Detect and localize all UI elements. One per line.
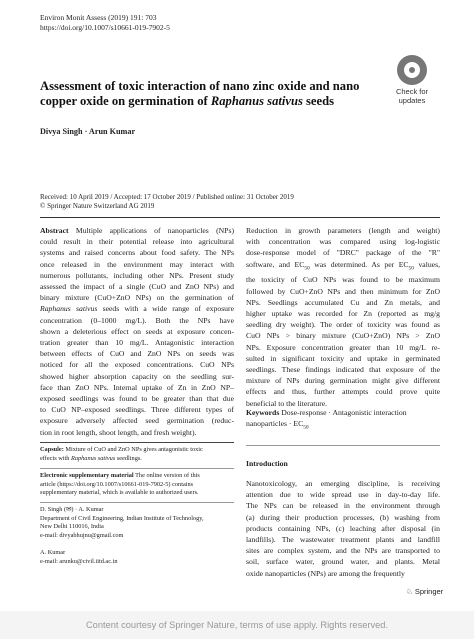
abstract-line: mixture of NPs during germination might give different: [246, 376, 440, 386]
abstract-line: showed higher absorption capacity on the seedling sur-: [40, 371, 234, 381]
affiliation-author2: A. Kumar: [40, 549, 66, 557]
article-dates: [40, 193, 294, 211]
springer-logo: [406, 587, 443, 596]
intro-line: products containing NPs, (c) leaching after disposal (in: [246, 523, 440, 533]
esm-text: The online version of this: [133, 472, 200, 479]
esm-text-3: supplementary material, which is available to authorized users.: [40, 489, 199, 497]
abstract-line: between effects of CuO and ZnO NPs on seeds was: [40, 349, 234, 359]
abstract-line: noticed for all the exposed concentrations. CuO NPs: [40, 360, 234, 370]
capsule-text: Mixture of CuO and ZnO NPs gives antagonistic toxic: [63, 446, 203, 453]
abstract-line: systems and raised concerns about food safety. The NPs: [40, 248, 234, 258]
abstract-line: Multiple applications of nanoparticles (NPs): [75, 226, 235, 235]
abstract-line: [40, 225, 234, 236]
abstract-line: the toxicity of CuO NPs was found to be maximum: [246, 275, 440, 285]
abstract-line: NPs. Exposure concentration greater than 10 mg/L re-: [246, 342, 440, 352]
title-line2-end: seeds: [302, 94, 335, 108]
abstract-line: face than ZnO NPs. Internal uptake of Zn in ZnO NP–: [40, 382, 234, 392]
abstract-line: tion in root length, shoot length, and fresh weight).: [40, 427, 197, 437]
abstract-line: binary mixture (CuO+ZnO NPs) on the germination of: [40, 293, 234, 303]
esm-label: Electronic supplementary material: [40, 472, 134, 479]
authors: Divya Singh · Arun Kumar: [40, 127, 136, 136]
affiliation-dept: Department of Civil Engineering, Indian Institute of Technology,: [40, 514, 204, 522]
title-species: Raphanus sativus: [210, 94, 303, 108]
abstract-line: to CuO NP–exposed seedlings. Three different types of: [40, 405, 234, 415]
section-heading-introduction: Introduction: [246, 459, 288, 468]
abstract-line: Reduction in growth parameters (length and weight): [246, 226, 440, 235]
abstract-line: assessed the impact of a single (CuO and ZnO NPs) and: [40, 282, 234, 292]
intro-line: sites are complex system, and the NPs are transported to: [246, 546, 440, 556]
divider: [40, 217, 440, 218]
abstract-line: with concentration was compared using log-logistic: [246, 237, 440, 247]
doi-link[interactable]: https://doi.org/10.1007/s10661-019-7902-5: [40, 23, 170, 32]
springer-label: Springer: [414, 587, 444, 596]
abstract-line: tration greater than 10 mg/L. Antagonistic interaction: [40, 338, 234, 348]
springer-horse-icon: ♘: [406, 587, 413, 596]
affiliation-address: New Delhi 110016, India: [40, 523, 104, 531]
abstract-line: dose-response model of "DRC" package of the "R": [246, 248, 440, 258]
journal-citation: Environ Monit Assess (2019) 191: 703: [40, 13, 157, 22]
title-line1: Assessment of toxic interaction of nano zinc oxide and nano: [40, 79, 360, 93]
title-line2: copper oxide on germination of: [40, 94, 211, 108]
affiliation-authors: D. Singh (✉) · A. Kumar: [40, 506, 104, 513]
capsule-species: Raphanus sativus: [71, 454, 116, 462]
capsule-label: Capsule:: [40, 446, 64, 453]
capsule-text-3: seedlings.: [115, 454, 142, 462]
abstract-line: sulted in significant toxicity and uptake in germinated: [246, 353, 440, 363]
intro-line: (a) during their production processes, (b) washing from: [246, 512, 440, 522]
abstract-label: Abstract: [40, 226, 69, 235]
dates-history: Received: 10 April 2019 / Accepted: 17 October 2019 / Published online: 31 October 2019: [40, 193, 294, 201]
abstract-line: higher uptake was recorded for Zn (reported as mg/g: [246, 308, 440, 318]
keywords: [246, 407, 440, 434]
affiliation: [40, 506, 234, 567]
divider: [40, 442, 234, 443]
abstract-line: shown a deleterious effect on seeds at exposure concen-: [40, 326, 234, 336]
esm-note: [40, 472, 234, 498]
abstract-line: once released in the environment may interact with: [40, 259, 234, 269]
badge-line1: Check for: [395, 87, 429, 96]
introduction-text: [246, 478, 440, 579]
badge-line2: updates: [398, 96, 426, 105]
esm-link[interactable]: article (https://doi.org/10.1007/s10661-019-7902-5) contains: [40, 480, 194, 488]
abstract: [40, 225, 234, 438]
intro-line: Nanotoxicology, an emerging discipline, is receiving: [246, 479, 440, 488]
article-title: [40, 79, 362, 109]
intro-line: attention due to wide spread use in day-to-day life.: [246, 490, 440, 500]
abstract-line: software, and $EC_{50}$ was determined. As per $EC_{50}$ values,: [246, 259, 441, 272]
abstract-line: exposed seedlings was found to be greater than that due: [40, 394, 234, 404]
divider: [246, 445, 440, 446]
abstract-line: effects and thus, further attempts could prove quite: [246, 387, 440, 397]
abstract-line: seedling dry weight). The order of toxicity was found as: [246, 320, 440, 330]
abstract-line: could result in their potential release into agricultural: [40, 237, 234, 247]
intro-line: The NPs can be released in the environment through: [246, 501, 440, 511]
keywords-text-2: nanoparticles · $EC_{50}$: [246, 419, 309, 431]
abstract-line: CuO NPs > binary mixture (CuO+ZnO) NPs > ZnO: [246, 331, 440, 341]
abstract-line: numerous pollutants, including other NPs. Present study: [40, 270, 234, 280]
divider: [40, 468, 234, 469]
email-link-2[interactable]: e-mail: arunku@civil.iitd.ac.in: [40, 557, 118, 565]
abstract-line: Raphanus sativus seeds with a wide range of exposure: [40, 304, 234, 314]
abstract-continued: [246, 225, 440, 409]
abstract-line: NPs. Seedlings accumulated Cu and Zn metals, and: [246, 297, 440, 307]
abstract-line: followed by CuO+ZnO NPs and then minimum for ZnO: [246, 286, 440, 296]
divider: [40, 502, 234, 503]
capsule: [40, 446, 234, 463]
email-link[interactable]: e-mail: divyabhujnu@gmail.com: [40, 531, 124, 539]
copyright: © Springer Nature Switzerland AG 2019: [40, 202, 155, 210]
intro-line: soil, surface water, ground water, and plants. Metal: [246, 557, 440, 567]
abstract-line: concentration (0–1000 mg/L). Both the NPs have: [40, 315, 234, 325]
check-for-updates-badge[interactable]: [389, 55, 435, 115]
capsule-text-2: effects with: [40, 454, 72, 462]
intro-line: landfills). The wastewater treatment plants and landfill: [246, 535, 440, 545]
keywords-text: Dose-response · Antagonistic interaction: [279, 408, 407, 417]
footer-text: Content courtesy of Springer Nature, terms of use apply. Rights reserved.: [85, 620, 389, 630]
intro-line: oxide nanoparticles (NPs) are among the frequently: [246, 568, 405, 578]
update-icon: [397, 55, 427, 85]
abstract-line: seedlings. These findings indicated that exposure of the: [246, 364, 440, 374]
abstract-line: exposure adversely affected seed germination (reduc-: [40, 416, 234, 426]
keywords-label: Keywords: [246, 408, 280, 417]
abstract-line: beneficial to the literature.: [246, 398, 328, 408]
journal-header: [40, 13, 170, 33]
